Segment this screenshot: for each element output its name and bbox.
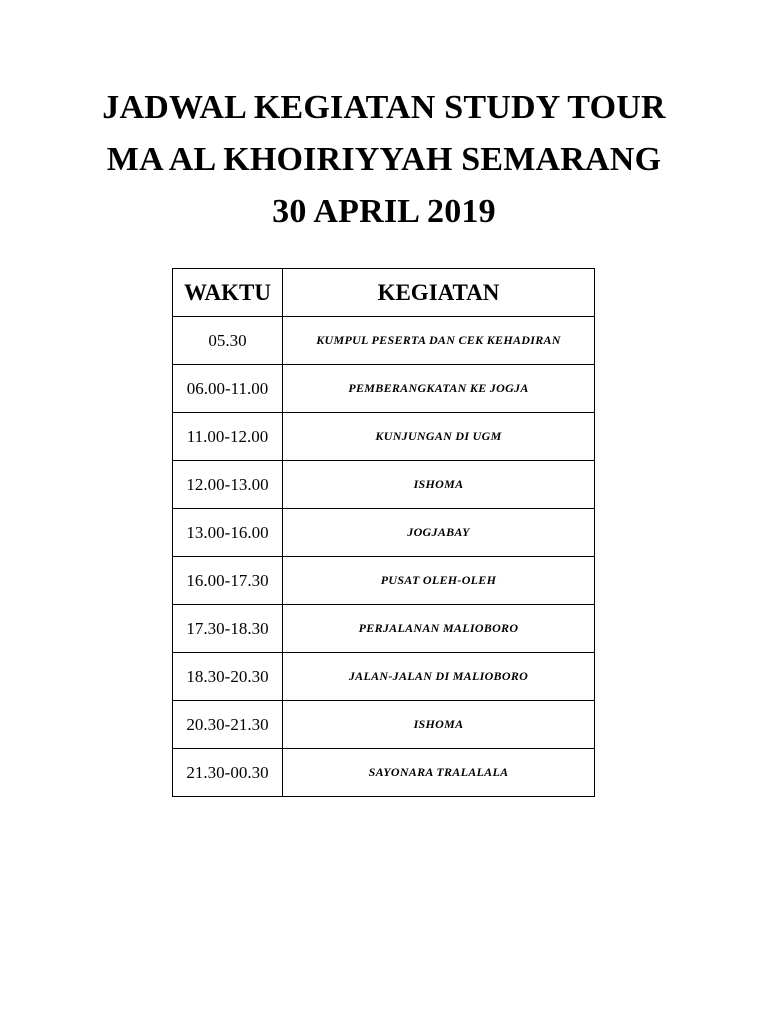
table-row bbox=[173, 557, 595, 605]
header-kegiatan: KEGIATAN bbox=[283, 269, 595, 317]
activity-cell: KUMPUL PESERTA DAN CEK KEHADIRAN bbox=[283, 317, 595, 365]
time-cell: 18.30-20.30 bbox=[173, 653, 283, 701]
schedule-table bbox=[172, 268, 595, 797]
time-cell: 20.30-21.30 bbox=[173, 701, 283, 749]
table-row bbox=[173, 317, 595, 365]
title-line-3: 30 APRIL 2019 bbox=[272, 193, 496, 230]
time-cell: 13.00-16.00 bbox=[173, 509, 283, 557]
activity-cell: KUNJUNGAN DI UGM bbox=[283, 413, 595, 461]
document-title bbox=[0, 82, 768, 238]
title-line-2: MA AL KHOIRIYYAH SEMARANG bbox=[106, 141, 662, 178]
table-row bbox=[173, 605, 595, 653]
activity-cell: SAYONARA TRALALALA bbox=[283, 749, 595, 797]
time-cell: 21.30-00.30 bbox=[173, 749, 283, 797]
activity-cell: ISHOMA bbox=[283, 701, 595, 749]
time-cell: 06.00-11.00 bbox=[173, 365, 283, 413]
table-row bbox=[173, 461, 595, 509]
table-body bbox=[173, 317, 595, 797]
activity-cell: JALAN-JALAN DI MALIOBORO bbox=[283, 653, 595, 701]
table-header-row bbox=[173, 269, 595, 317]
activity-cell: PUSAT OLEH-OLEH bbox=[283, 557, 595, 605]
table-row bbox=[173, 413, 595, 461]
table-row bbox=[173, 509, 595, 557]
header-waktu: WAKTU bbox=[173, 269, 283, 317]
activity-cell: JOGJABAY bbox=[283, 509, 595, 557]
table-row bbox=[173, 701, 595, 749]
time-cell: 11.00-12.00 bbox=[173, 413, 283, 461]
title-line-1: JADWAL KEGIATAN STUDY TOUR bbox=[102, 89, 666, 126]
activity-cell: PERJALANAN MALIOBORO bbox=[283, 605, 595, 653]
table-row bbox=[173, 653, 595, 701]
time-cell: 16.00-17.30 bbox=[173, 557, 283, 605]
time-cell: 12.00-13.00 bbox=[173, 461, 283, 509]
time-cell: 05.30 bbox=[173, 317, 283, 365]
table-row bbox=[173, 749, 595, 797]
activity-cell: ISHOMA bbox=[283, 461, 595, 509]
time-cell: 17.30-18.30 bbox=[173, 605, 283, 653]
activity-cell: PEMBERANGKATAN KE JOGJA bbox=[283, 365, 595, 413]
table-row bbox=[173, 365, 595, 413]
